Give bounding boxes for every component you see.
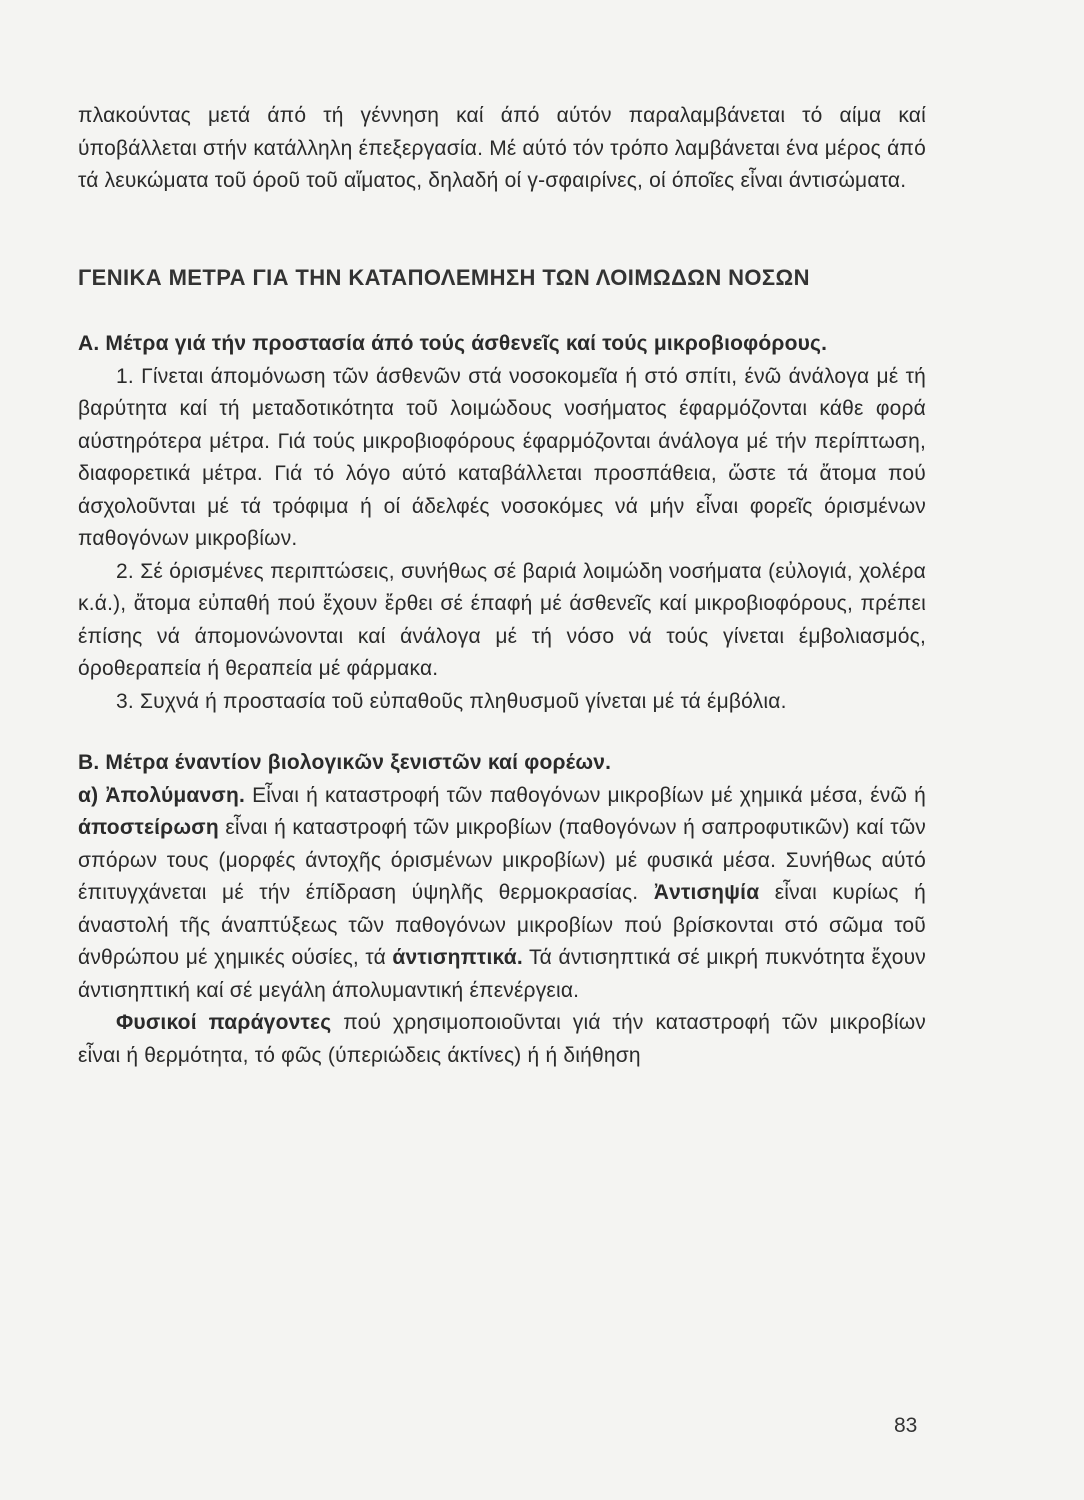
text-run: Τά άντισηπτικά σέ μικρή πυκνότητα ἔχουν άντισηπτική καί σέ μεγάλη άπολυμαντική έπενέργεια. — [78, 946, 926, 1002]
section-b-paragraph-2 — [78, 1007, 926, 1072]
term-antisepsis: Ἀντισηψία — [653, 881, 760, 904]
section-heading: ΓΕΝΙΚΑ ΜΕΤΡΑ ΓΙΑ ΤΗΝ ΚΑΤΑΠΟΛΕΜΗΣΗ ΤΩΝ ΛΟΙΜΩΔΩΝ ΝΟΣΩΝ — [78, 264, 810, 290]
section-a-item-3: 3. Συχνά ή προστασία τοῦ εὐπαθοῦς πληθυσμοῦ γίνεται μέ τά έμβόλια. — [116, 689, 787, 713]
section-a-title: Α. Μέτρα γιά τήν προστασία άπό τούς άσθενεῖς καί τούς μικροβιοφόρους. — [78, 332, 828, 355]
text-run: εἶναι ή καταστροφή τῶν μικροβίων (παθογόνων ή σαπροφυτικῶν) καί τῶν σπόρων τους (μορφές άντοχῆς όρισμένων μικροβίων) μέ φυσικά μέσα. Συνήθως αύτό έπιτυγχάνεται μέ τήν έπίδραση ύψηλῆς θερμοκρασίας. — [78, 816, 926, 904]
section-b-title: Β. Μέτρα έναντίον βιολογικῶν ξενιστῶν καί φορέων. — [78, 751, 612, 774]
section-b-paragraph-1 — [78, 780, 926, 1008]
page-body — [78, 100, 926, 1072]
term-antiseptics: άντισηπτικά. — [392, 946, 523, 969]
intro-paragraph: πλακούντας μετά άπό τή γέννηση καί άπό αύτόν παραλαμβάνεται τό αίμα καί ύποβάλλεται στήν κατάλληλη έπεξεργασία. Μέ αύτό τόν τρόπο λαμβάνεται ένα μέρος άπό τά λευκώματα τοῦ όροῦ τοῦ αἵματος, δηλαδή οί γ-σφαιρίνες, οί όποῖες εἶναι άντισώματα. — [78, 104, 926, 192]
section-a-item-1: 1. Γίνεται άπομόνωση τῶν άσθενῶν στά νοσοκομεῖα ή στό σπίτι, ένῶ άνάλογα μέ τή βαρύτητα καί τή μεταδοτικότητα τοῦ λοιμώδους νοσήματος έφαρμόζονται κάθε φορά αύστηρότερα μέτρα. Γιά τούς μικροβιοφόρους έφαρμόζονται άνάλογα μέ τήν περίπτωση, διαφορετικά μέτρα. Γιά τό λόγο αύτό καταβάλλεται προσπάθεια, ὥστε τά ἄτομα πού άσχολοῦνται μέ τά τρόφιμα ή οί άδελφές νοσοκόμες νά μήν εἶναι φορεῖς όρισμένων παθογόνων μικροβίων. — [78, 364, 926, 550]
text-run: εἶναι κυρίως ή άναστολή τῆς άναπτύξεως τῶν παθογόνων μικροβίων πού βρίσκονται στό σῶμα τοῦ άνθρώπου μέ χημικές ούσίες, τά — [78, 881, 926, 969]
term-disinfection: α) Ἀπολύμανση. — [78, 783, 246, 807]
term-sterilization: άποστείρωση — [78, 816, 219, 839]
text-run: πού χρησιμοποιοῦνται γιά τήν καταστροφή τῶν μικροβίων εἶναι ή θερμότητα, τό φῶς (ύπεριώδεις άκτίνες) ή ή διήθηση — [78, 1011, 926, 1067]
text-run: Εἶναι ή καταστροφή τῶν παθογόνων μικροβίων μέ χημικά μέσα, ένῶ ή — [245, 783, 926, 807]
page-number: 83 — [894, 1414, 918, 1437]
section-a-item-2: 2. Σέ όρισμένες περιπτώσεις, συνήθως σέ βαριά λοιμώδη νοσήματα (εὐλογιά, χολέρα κ.ά.), ἄτομα εὐπαθή πού ἔχουν ἔρθει σέ έπαφή μέ άσθενεῖς καί μικροβιοφόρους, πρέπει έπίσης νά άπομονώνονται καί άνάλογα μέ τή νόσο νά τούς γίνεται έμβολιασμός, όροθεραπεία ή θεραπεία μέ φάρμακα. — [78, 559, 926, 680]
term-physical-agents: Φυσικοί παράγοντες — [116, 1011, 332, 1034]
